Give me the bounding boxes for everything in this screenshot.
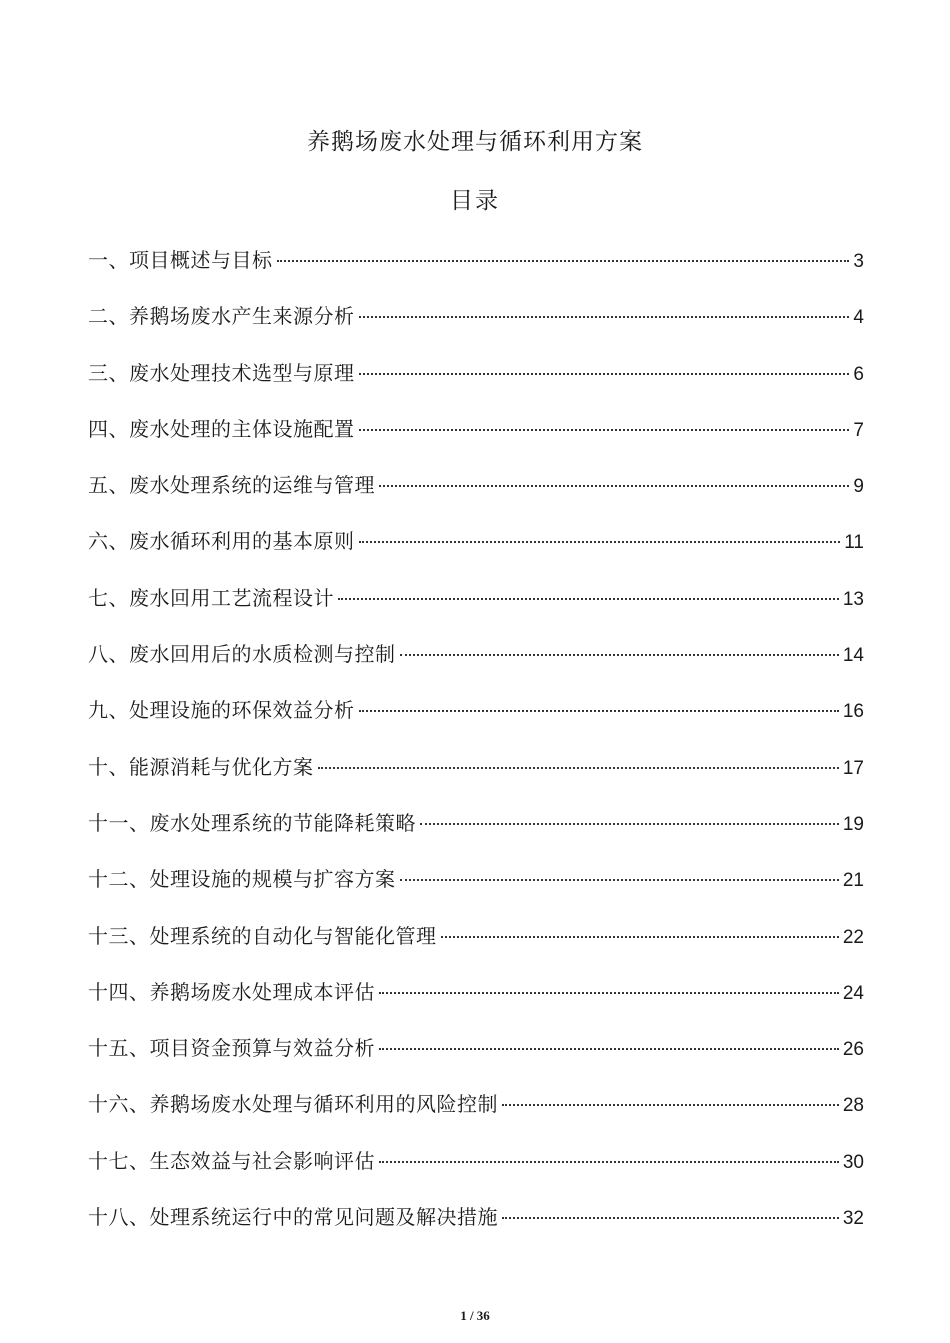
toc-page-number: 26: [842, 1039, 864, 1061]
toc-entry-title: 十、能源消耗与优化方案: [88, 754, 314, 779]
toc-dot-leader: [441, 936, 839, 938]
toc-page-number: 7: [853, 419, 864, 441]
toc-dot-leader: [359, 316, 850, 318]
toc-page-number: 19: [842, 813, 864, 835]
toc-dot-leader: [359, 373, 850, 375]
toc-entry[interactable]: [88, 690, 864, 746]
toc-page-number: 21: [842, 870, 864, 892]
toc-entry-title: 六、废水循环利用的基本原则: [88, 529, 355, 554]
page-indicator: 1 / 36: [460, 1308, 490, 1323]
toc-entry-title: 十四、养鹅场废水处理成本评估: [88, 979, 375, 1004]
toc-entry[interactable]: [88, 1028, 864, 1084]
toc-page-number: 16: [842, 701, 864, 723]
toc-entry-title: 十五、项目资金预算与效益分析: [88, 1036, 375, 1061]
toc-entry-title: 七、废水回用工艺流程设计: [88, 585, 334, 610]
toc-entry-title: 十一、废水处理系统的节能降耗策略: [88, 810, 416, 835]
toc-dot-leader: [379, 1048, 839, 1050]
toc-entry[interactable]: [88, 465, 864, 521]
toc-entry-title: 二、养鹅场废水产生来源分析: [88, 304, 355, 329]
toc-page-number: 6: [853, 363, 864, 385]
toc-entry-title: 八、废水回用后的水质检测与控制: [88, 642, 396, 667]
toc-dot-leader: [502, 1217, 839, 1219]
toc-entry-title: 九、处理设施的环保效益分析: [88, 698, 355, 723]
toc-entry-title: 一、项目概述与目标: [88, 248, 273, 272]
toc-entry[interactable]: [88, 747, 864, 803]
document-title: 养鹅场废水处理与循环利用方案: [307, 129, 643, 155]
toc-page-number: 28: [842, 1095, 864, 1117]
toc-dot-leader: [379, 485, 849, 487]
toc-entry[interactable]: [88, 1141, 864, 1197]
toc-dot-leader: [400, 879, 839, 881]
toc-page-number: 14: [842, 645, 864, 667]
toc-entry[interactable]: [88, 803, 864, 859]
toc-entry[interactable]: [88, 578, 864, 634]
toc-page-number: 32: [842, 1208, 864, 1230]
toc-dot-leader: [318, 767, 839, 769]
toc-entry-title: 四、废水处理的主体设施配置: [88, 416, 355, 441]
toc-entry[interactable]: [88, 859, 864, 915]
toc-dot-leader: [359, 541, 841, 543]
toc-entry[interactable]: [88, 634, 864, 690]
toc-entry[interactable]: [88, 1084, 864, 1140]
toc-entry-title: 十七、生态效益与社会影响评估: [88, 1148, 375, 1173]
toc-entry[interactable]: [88, 296, 864, 352]
toc-dot-leader: [420, 823, 839, 825]
toc-entry-title: 十三、处理系统的自动化与智能化管理: [88, 923, 437, 948]
toc-page-number: 11: [844, 532, 864, 554]
toc-dot-leader: [400, 654, 839, 656]
toc-entry[interactable]: [88, 409, 864, 465]
toc-page-number: 4: [853, 307, 864, 329]
toc-entry[interactable]: [88, 521, 864, 577]
toc-entry-title: 五、废水处理系统的运维与管理: [88, 473, 375, 498]
toc-entry-title: 十六、养鹅场废水处理与循环利用的风险控制: [88, 1092, 498, 1117]
toc-dot-leader: [359, 710, 839, 712]
toc-entry[interactable]: [88, 916, 864, 972]
toc-page-number: 24: [842, 982, 864, 1004]
toc-entry[interactable]: [88, 1197, 864, 1253]
toc-page-number: 13: [842, 588, 864, 610]
toc-page-number: 17: [842, 757, 864, 779]
toc-entry[interactable]: [88, 240, 864, 296]
toc-dot-leader: [379, 1161, 839, 1163]
toc-entry-title: 三、废水处理技术选型与原理: [88, 360, 355, 385]
table-of-contents: [88, 240, 864, 1253]
toc-dot-leader: [502, 1104, 839, 1106]
toc-page-number: 30: [842, 1151, 864, 1173]
toc-entry[interactable]: [88, 353, 864, 409]
toc-dot-leader: [359, 429, 850, 431]
toc-dot-leader: [277, 260, 850, 262]
toc-dot-leader: [338, 598, 839, 600]
toc-entry-title: 十八、处理系统运行中的常见问题及解决措施: [88, 1205, 498, 1230]
toc-page-number: 22: [842, 926, 864, 948]
toc-page-number: 3: [853, 251, 864, 272]
toc-entry[interactable]: [88, 972, 864, 1028]
toc-heading: 目录: [450, 188, 500, 214]
toc-page-number: 9: [853, 476, 864, 498]
toc-dot-leader: [379, 992, 839, 994]
toc-entry-title: 十二、处理设施的规模与扩容方案: [88, 867, 396, 892]
